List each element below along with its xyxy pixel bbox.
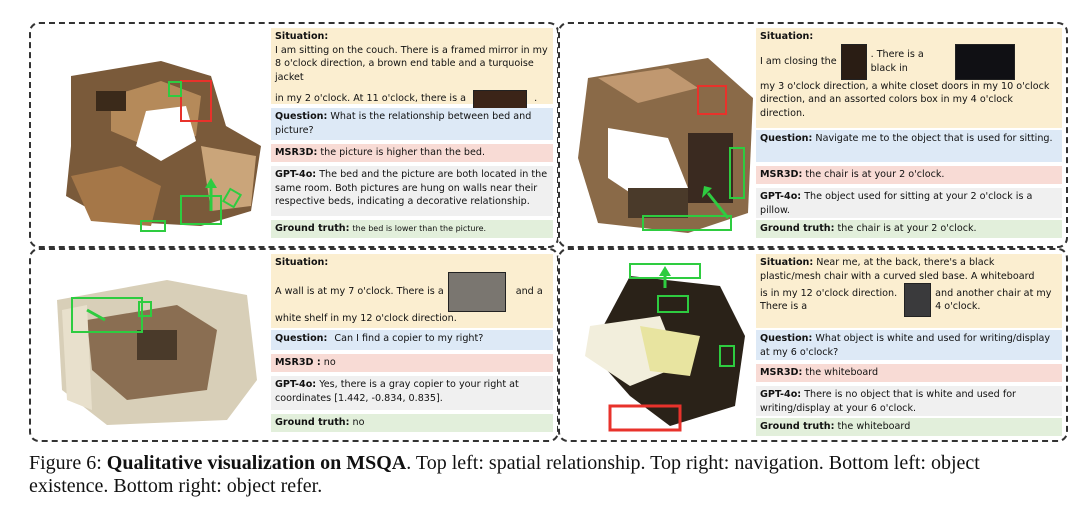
scene-render-bottom-right [570, 256, 756, 436]
situation-text: in my 2 o'clock. At 11 o'clock, there is a [275, 93, 466, 104]
scene-render-top-left [51, 36, 273, 236]
ground-truth-box [271, 220, 553, 238]
question-text: What is the relationship between bed and picture? [275, 111, 532, 136]
situation-label: Situation: [275, 31, 329, 42]
msr3d-answer: no [323, 357, 336, 368]
situation-box [756, 28, 1062, 128]
panel-top-right [558, 22, 1068, 248]
msr3d-box [756, 166, 1062, 184]
figure-caption [29, 452, 1059, 497]
question-label: Question: [760, 333, 813, 344]
situation-label: Situation: [760, 257, 814, 268]
msr3d-label: MSR3D: [760, 367, 803, 378]
msr3d-answer: the picture is higher than the bed. [320, 147, 486, 158]
pointcloud-room-bottom-right [570, 256, 756, 436]
situation-text: . There is a black in [870, 49, 924, 74]
pointcloud-room-bottom-left [47, 260, 267, 430]
panel-bottom-right [558, 248, 1068, 442]
gpt4o-label: GPT-4o: [760, 191, 802, 202]
gpt4o-answer: The object used for sitting at your 2 o'clock is a pillow. [760, 191, 1033, 216]
situation-box [756, 254, 1062, 328]
situation-text: Near me, at the back, there's a black plastic/mesh chair with a curved sled base. A whiteboard [760, 257, 1035, 282]
gpt4o-label: GPT-4o: [760, 389, 802, 400]
question-text: Can I find a copier to my right? [334, 333, 484, 344]
msr3d-box [271, 144, 553, 162]
ground-truth-label: Ground truth: [275, 417, 350, 428]
msr3d-label: MSR3D: [275, 147, 318, 158]
ground-truth-answer: no [352, 417, 365, 428]
situation-text: A wall is at my 7 o'clock. There is a [275, 285, 444, 297]
gpt4o-answer: Yes, there is a gray copier to your right at coordinates [1.442, -0.834, 0.835]. [275, 379, 519, 404]
panel-bottom-left [29, 248, 559, 442]
ground-truth-label: Ground truth: [760, 421, 835, 432]
ground-truth-label: Ground truth: [275, 223, 350, 234]
question-box [271, 330, 553, 350]
situation-box [271, 254, 553, 328]
question-box [271, 108, 553, 140]
ground-truth-box [756, 418, 1062, 436]
ground-truth-answer: the whiteboard [837, 421, 911, 432]
situation-text: I am closing the [760, 55, 837, 67]
question-text: What object is white and used for writing/display at my 6 o'clock? [760, 333, 1051, 358]
gpt4o-answer: There is no object that is white and used for writing/display at your 6 o'clock. [760, 389, 1017, 414]
object-thumbnail [448, 272, 506, 312]
pointcloud-room-top-right [568, 38, 758, 238]
gpt4o-box [271, 166, 553, 216]
situation-label: Situation: [275, 257, 329, 268]
situation-text: is in my 12 o'clock direction. There is a [760, 287, 898, 312]
situation-text: I am sitting on the couch. There is a framed mirror in my 8 o'clock direction, a brown end table and a turquoise jacket [275, 44, 548, 83]
situation-text: white shelf in my 12 o'clock direction. [275, 312, 457, 324]
question-box [756, 130, 1062, 162]
gpt4o-answer: The bed and the picture are both located in the same room. Both pictures are hung on walls near their respective beds, indicating a decorative relationship. [275, 169, 548, 207]
gpt4o-box [756, 386, 1062, 416]
situation-text: my 3 o'clock direction, a white closet doors in my 10 o'clock direction, and an assorted colors box in my 4 o'clock direction. [760, 80, 1050, 119]
object-thumbnail [904, 283, 931, 317]
ground-truth-answer: the chair is at your 2 o'clock. [837, 223, 977, 234]
scene-render-bottom-left [47, 260, 267, 430]
question-text: Navigate me to the object that is used for sitting. [815, 133, 1053, 144]
question-label: Question: [760, 133, 813, 144]
ground-truth-box [756, 220, 1062, 238]
msr3d-answer: the whiteboard [805, 367, 879, 378]
question-box [756, 330, 1062, 360]
msr3d-box [271, 354, 553, 372]
ground-truth-box [271, 414, 553, 432]
panel-top-left [29, 22, 559, 248]
gpt4o-box [756, 188, 1062, 218]
situation-text: and a [515, 285, 543, 297]
situation-text: and another chair at my 4 o'clock. [935, 287, 1052, 312]
figure-label: Figure 6: [29, 452, 102, 474]
msr3d-label: MSR3D: [760, 169, 803, 180]
object-thumbnail [955, 44, 1015, 80]
scene-render-top-right [568, 38, 758, 238]
situation-box [271, 28, 553, 104]
msr3d-label: MSR3D : [275, 357, 321, 368]
ground-truth-answer: the bed is lower than the picture. [352, 224, 487, 233]
gpt4o-box [271, 376, 553, 410]
question-label: Question: [275, 333, 328, 344]
ground-truth-label: Ground truth: [760, 223, 835, 234]
figure-caption-text: . Top left: spatial relationship. Top right: navigation. Bottom left: object existence. Bottom right: object refer. [29, 452, 980, 497]
figure-title: Qualitative visualization on MSQA [106, 452, 407, 474]
object-thumbnail [841, 44, 867, 80]
situation-label: Situation: [760, 31, 814, 42]
situation-text: . [534, 93, 538, 104]
msr3d-answer: the chair is at your 2 o'clock. [805, 169, 945, 180]
gpt4o-label: GPT-4o: [275, 169, 317, 180]
pointcloud-room-top-left [51, 36, 273, 236]
question-label: Question: [275, 111, 328, 122]
gpt4o-label: GPT-4o: [275, 379, 317, 390]
msr3d-box [756, 364, 1062, 382]
